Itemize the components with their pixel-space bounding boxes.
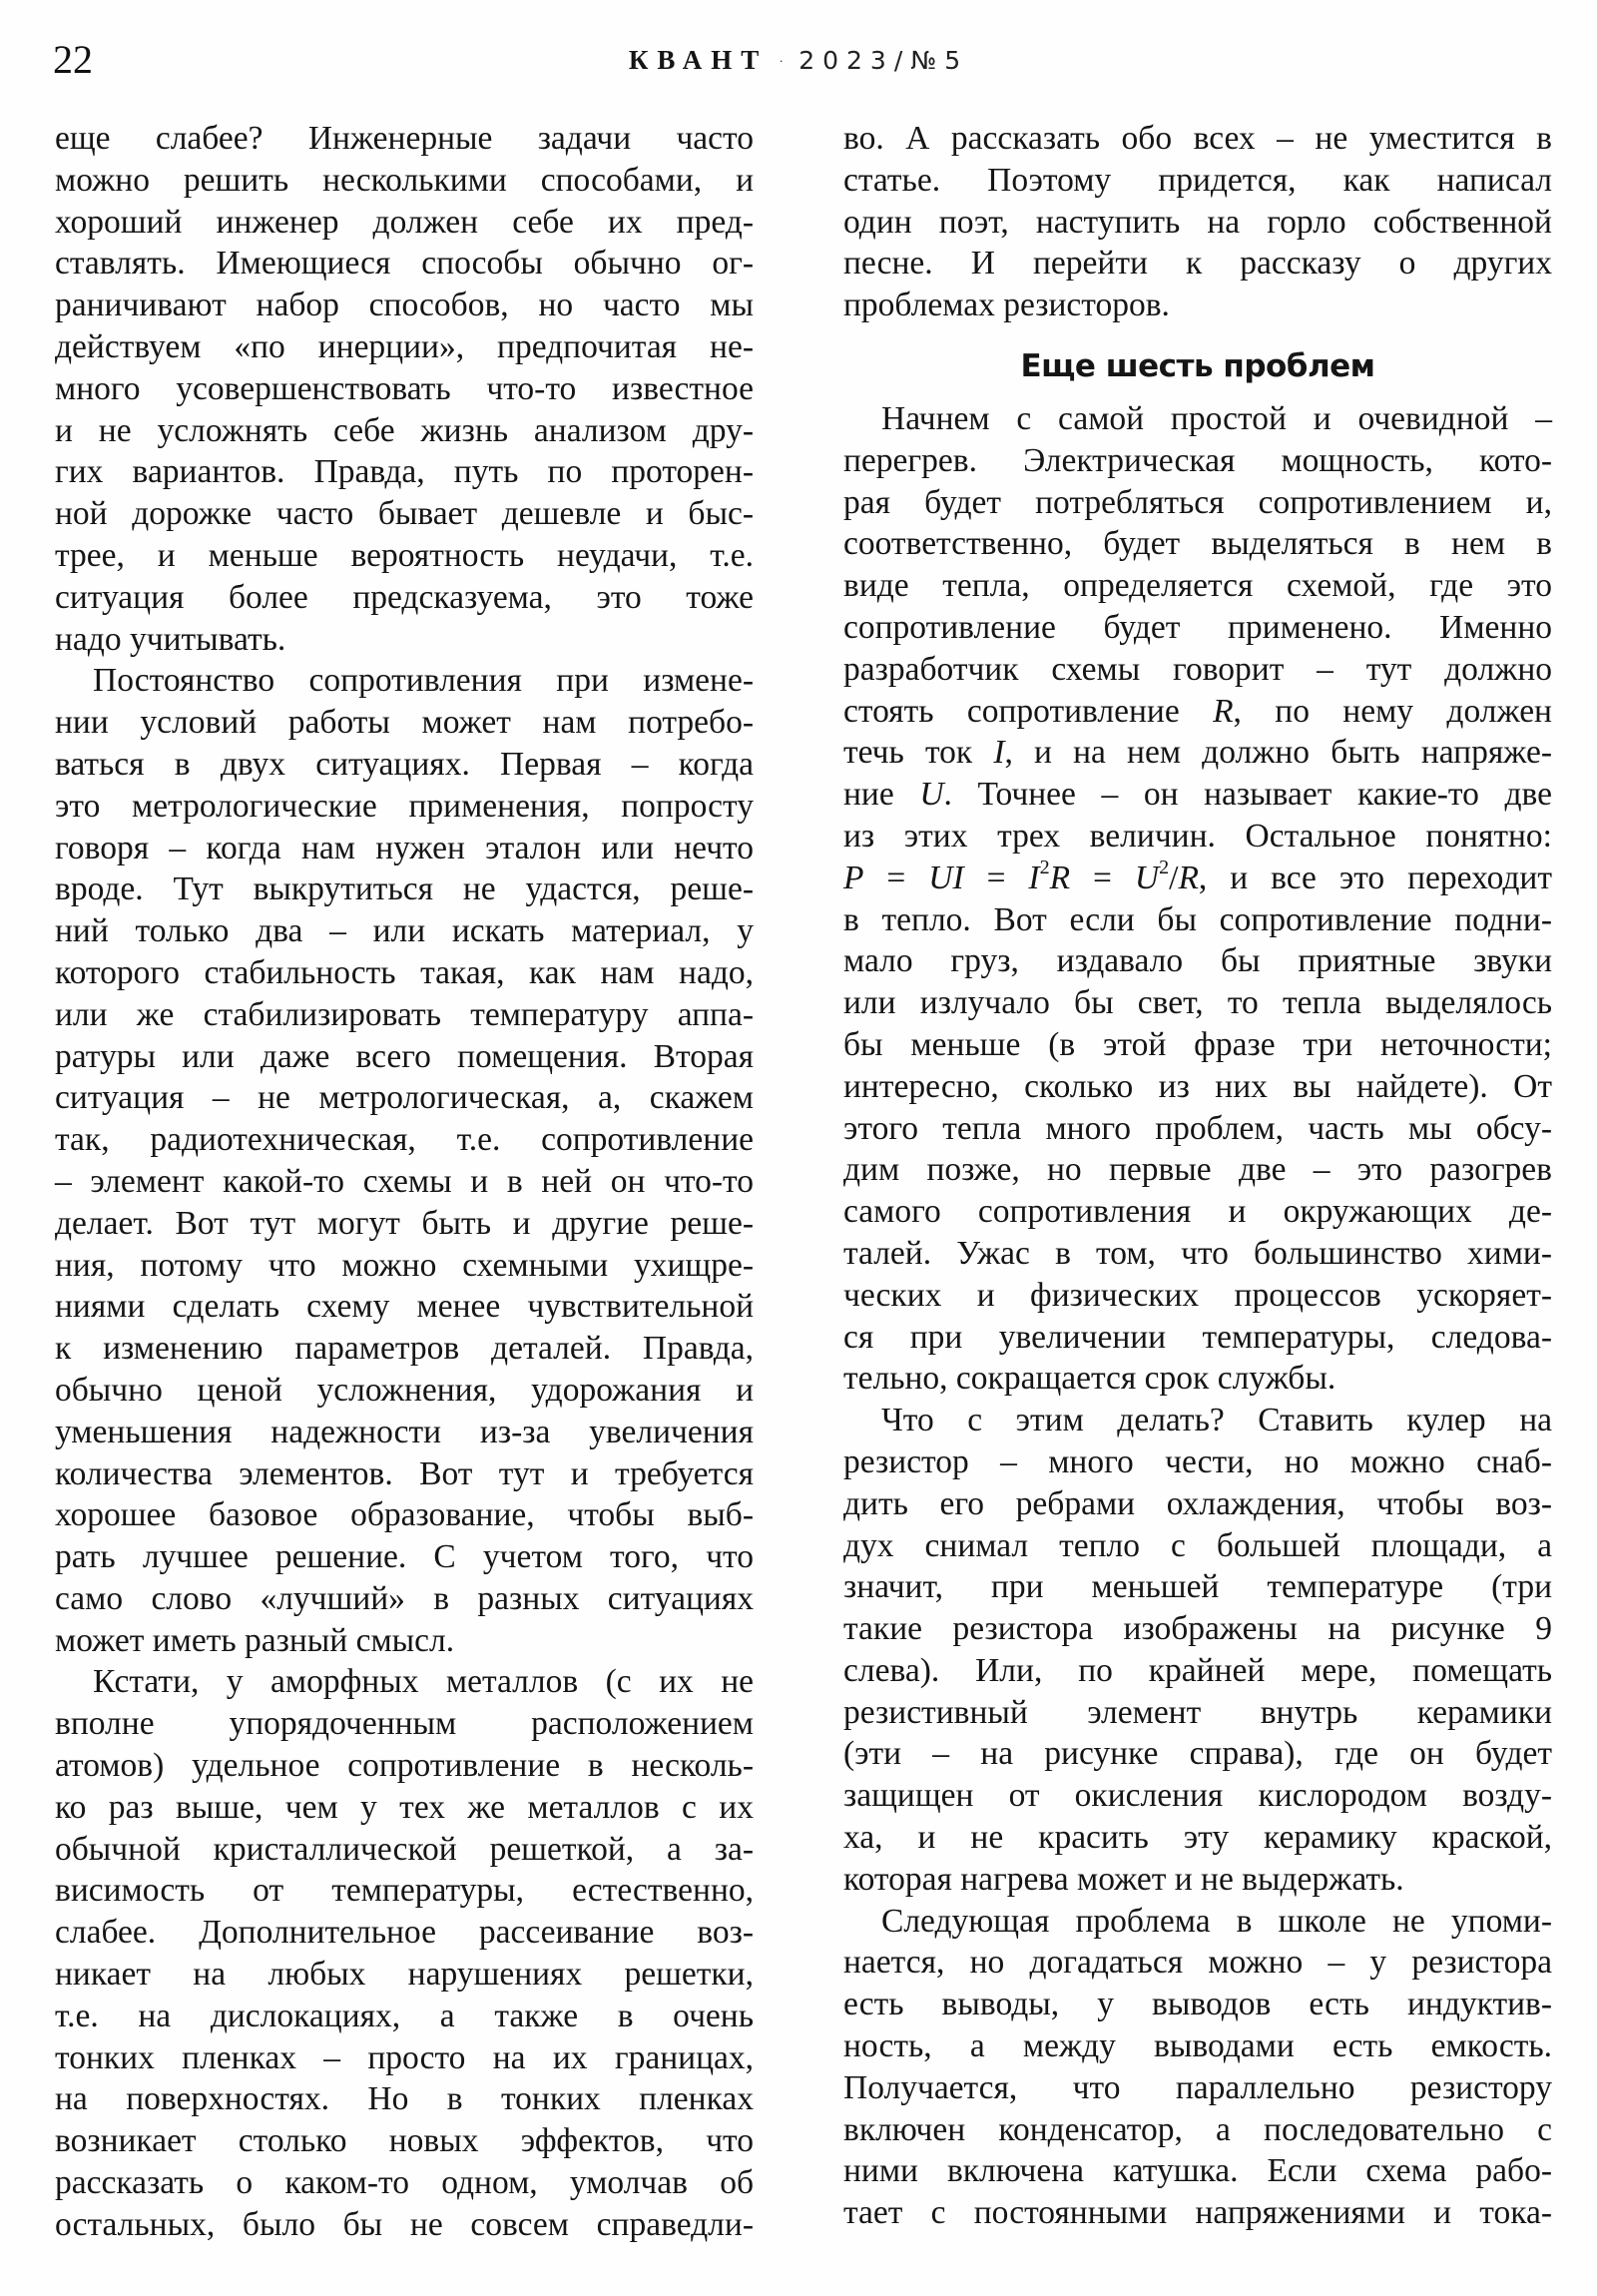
formula-UI: UI (928, 859, 964, 896)
text-line: сопротивление будет применено. Именно (843, 608, 1552, 646)
text-line-with-variable-R (843, 691, 1552, 733)
text-line: самого сопротивления и окружающих де- (843, 1193, 1552, 1231)
text-line: обычной кристаллической решеткой, а за- (55, 1830, 754, 1868)
formula-R: R (1049, 859, 1071, 896)
text-line: хороший инженер должен себе их пред- (55, 203, 754, 241)
text-fragment: , и на нем должно быть напряже- (1004, 734, 1552, 772)
text-line: тает с постоянными напряжениями и тока- (843, 2194, 1552, 2232)
formula-U: U (1134, 859, 1160, 896)
text-line: дить его ребрами охлаждения, чтобы воз- (843, 1484, 1552, 1522)
text-line: бы меньше (в этой фразе три неточности; (843, 1025, 1552, 1063)
text-line: много усовершенствовать что-то известное (55, 369, 754, 407)
text-line: еще слабее? Инженерные задачи часто (55, 120, 754, 157)
text-line: на поверхностях. Но в тонких пленках (55, 2080, 754, 2118)
text-line: ся при увеличении температуры, следова- (843, 1318, 1552, 1356)
text-line: уменьшения надежности из-за увеличения (55, 1413, 754, 1450)
text-line: никает на любых нарушениях решетки, (55, 1956, 754, 1994)
text-line: такие резистора изображены на рисунке 9 (843, 1610, 1552, 1648)
math-variable-U: U (919, 776, 944, 814)
formula-equals: = (1070, 859, 1135, 896)
text-line: так, радиотехническая, т.е. сопротивление (55, 1121, 754, 1159)
text-line: резистор – много чести, но можно снаб- (843, 1442, 1552, 1480)
text-line: ситуация более предсказуема, это тоже (55, 578, 754, 616)
text-line: висимость от температуры, естественно, (55, 1872, 754, 1910)
formula-I: I (1028, 859, 1040, 896)
text-line: нии условий работы может нам потребо- (55, 704, 754, 742)
formula-P: P (843, 859, 864, 896)
paragraph-start: Начнем с самой простой и очевидной – (881, 399, 1552, 437)
text-line: включен конденсатор, а последовательно с (843, 2110, 1552, 2148)
text-line: соответственно, будет выделяться в нем в (843, 525, 1552, 563)
text-line: резистивный элемент внутрь керамики (843, 1693, 1552, 1731)
text-line: количества элементов. Вот тут и требуется (55, 1454, 754, 1492)
text-line: действуем «по инерции», предпочитая не- (55, 327, 754, 365)
formula-equals: = (863, 859, 929, 896)
text-line: гих вариантов. Правда, путь по проторен- (55, 453, 754, 491)
text-line: этого тепла много проблем, часть мы обсу- (843, 1109, 1552, 1147)
paragraph-start: Что с этим делать? Ставить кулер на (881, 1402, 1552, 1439)
text-line: во. А рассказать обо всех – не уместится в (843, 120, 1552, 157)
text-line: хорошее базовое образование, чтобы выб- (55, 1496, 754, 1534)
text-line: обычно ценой усложнения, удорожания и (55, 1371, 754, 1409)
text-line: слева). Или, по крайней мере, помещать (843, 1651, 1552, 1689)
section-heading: Еще шесть проблем (1020, 347, 1375, 384)
text-line: делает. Вот тут могут быть и другие реше- (55, 1204, 754, 1242)
text-line: мало груз, издавало бы приятные звуки (843, 942, 1552, 980)
math-variable-I: I (993, 734, 1005, 772)
text-line: виде тепла, определяется схемой, где это (843, 567, 1552, 605)
text-line: вроде. Тут выкрутиться не удастся, реше- (55, 870, 754, 908)
text-line: значит, при меньшей температуре (три (843, 1568, 1552, 1606)
issue-number: 2023/№5 (798, 46, 969, 75)
text-line: можно решить несколькими способами, и (55, 161, 754, 199)
text-line: ними включена катушка. Если схема рабо- (843, 2152, 1552, 2190)
text-line: интересно, сколько из них вы найдете). От (843, 1067, 1552, 1105)
text-line: говоря – когда нам нужен эталон или нечто (55, 829, 754, 866)
text-line: ниями сделать схему менее чувствительной (55, 1288, 754, 1326)
text-line: тельно, сокращается срок службы. (843, 1360, 1336, 1398)
text-line: раничивают набор способов, но часто мы (55, 287, 754, 324)
formula-equals: = (963, 859, 1029, 896)
text-line: из этих трех величин. Остальное понятно: (843, 817, 1552, 855)
text-line: – элемент какой-то схемы и в ней он что-то (55, 1162, 754, 1200)
text-line: Получается, что параллельно резистору (843, 2068, 1552, 2106)
text-line: или же стабилизировать температуру аппа- (55, 995, 754, 1033)
text-line: ко раз выше, чем у тех же металлов с их (55, 1788, 754, 1826)
text-line: которого стабильность такая, как нам надо, (55, 953, 754, 991)
text-line: рассказать о каком-то одном, умолчав об (55, 2164, 754, 2202)
text-line: ность, а между выводами есть емкость. (843, 2027, 1552, 2065)
running-head-separator: · (778, 50, 786, 75)
text-line: проблемах резисторов. (843, 287, 1170, 324)
text-line: трее, и меньше вероятность неудачи, т.е. (55, 536, 754, 574)
text-line: возникает столько новых эффектов, что (55, 2122, 754, 2160)
text-line: ставлять. Имеющиеся способы обычно ог- (55, 245, 754, 283)
paragraph-start: Постоянство сопротивления при измене- (93, 662, 754, 700)
text-line: один поэт, наступить на горло собственной (843, 203, 1552, 241)
text-line: разработчик схемы говорит – тут должно (843, 650, 1552, 688)
text-line: статье. Поэтому придется, как написал (843, 161, 1552, 199)
text-line: надо учитывать. (55, 620, 286, 658)
text-line: ситуация – не метрологическая, а, скажем (55, 1079, 754, 1117)
text-line: песне. И перейти к рассказу о других (843, 245, 1552, 283)
text-fragment: стоять сопротивление (843, 692, 1214, 730)
text-line: дим позже, но первые две – это разогрев (843, 1151, 1552, 1189)
right-column (843, 118, 1552, 2234)
running-head (0, 44, 1597, 79)
text-line: защищен от окисления кислородом возду- (843, 1777, 1552, 1815)
text-line: слабее. Дополнительное рассеивание воз- (55, 1914, 754, 1952)
text-line-with-variable-U (843, 774, 1552, 816)
text-line: есть выводы, у выводов есть индуктив- (843, 1986, 1552, 2023)
text-fragment: , и все это переходит (1198, 859, 1552, 896)
math-variable-R: R (1213, 692, 1234, 730)
text-fragment: течь ток (843, 734, 994, 772)
left-column (55, 118, 754, 2246)
text-line: ваться в двух ситуациях. Первая – когда (55, 745, 754, 783)
text-line: рать лучшее решение. С учетом того, что (55, 1538, 754, 1576)
text-line: перегрев. Электрическая мощность, кото- (843, 441, 1552, 479)
text-line: ний только два – или искать материал, у (55, 912, 754, 950)
journal-title: КВАНТ (628, 45, 769, 75)
text-line: атомов) удельное сопротивление в несколь- (55, 1747, 754, 1785)
text-line: которая нагрева может и не выдержать. (843, 1860, 1404, 1898)
text-line: тонких пленках – просто на их границах, (55, 2038, 754, 2076)
formula-square: 2 (1039, 856, 1050, 878)
text-line: талей. Ужас в том, что большинство хими- (843, 1234, 1552, 1272)
text-line: ратуры или даже всего помещения. Вторая (55, 1037, 754, 1075)
text-line: к изменению параметров деталей. Правда, (55, 1330, 754, 1368)
text-line: ной дорожке часто бывает дешевле и быс- (55, 495, 754, 533)
text-line: может иметь разный смысл. (55, 1621, 455, 1659)
text-line: дух снимал тепло с большей площади, а (843, 1526, 1552, 1564)
text-line-with-variable-I (843, 732, 1552, 774)
text-line: т.е. на дислокациях, а также в очень (55, 1997, 754, 2034)
page-number: 22 (53, 37, 93, 82)
paragraph-start: Кстати, у аморфных металлов (с их не (93, 1663, 754, 1701)
page-header (0, 0, 1597, 110)
formula-slash: / (1169, 859, 1179, 896)
text-fragment: ние (843, 776, 920, 814)
text-line: вполне упорядоченным расположением (55, 1705, 754, 1743)
text-line: ния, потому что можно схемными ухищре- (55, 1246, 754, 1284)
formula-square: 2 (1159, 856, 1170, 878)
text-line: рая будет потребляться сопротивлением и, (843, 483, 1552, 521)
text-line: остальных, было бы не совсем справедли- (55, 2205, 754, 2243)
text-line: ха, и не красить эту керамику краской, (843, 1819, 1552, 1857)
text-fragment: . Точнее – он называет какие-то две (943, 776, 1552, 814)
text-line: нается, но догадаться можно – у резистора (843, 1944, 1552, 1982)
paragraph-start: Следующая проблема в школе не упоми- (881, 1902, 1552, 1940)
text-line: (эти – на рисунке справа), где он будет (843, 1735, 1552, 1773)
formula-R: R (1178, 859, 1199, 896)
power-formula-line (843, 858, 1552, 899)
text-line: это метрологические применения, попросту (55, 787, 754, 825)
text-line: или излучало бы свет, то тепла выделялось (843, 984, 1552, 1022)
text-line: само слово «лучший» в разных ситуациях (55, 1579, 754, 1617)
text-line: и не усложнять себе жизнь анализом дру- (55, 411, 754, 449)
text-line: в тепло. Вот если бы сопротивление подни- (843, 900, 1552, 938)
text-line: ческих и физических процессов ускоряет- (843, 1276, 1552, 1314)
text-fragment: , по нему должен (1233, 692, 1552, 730)
